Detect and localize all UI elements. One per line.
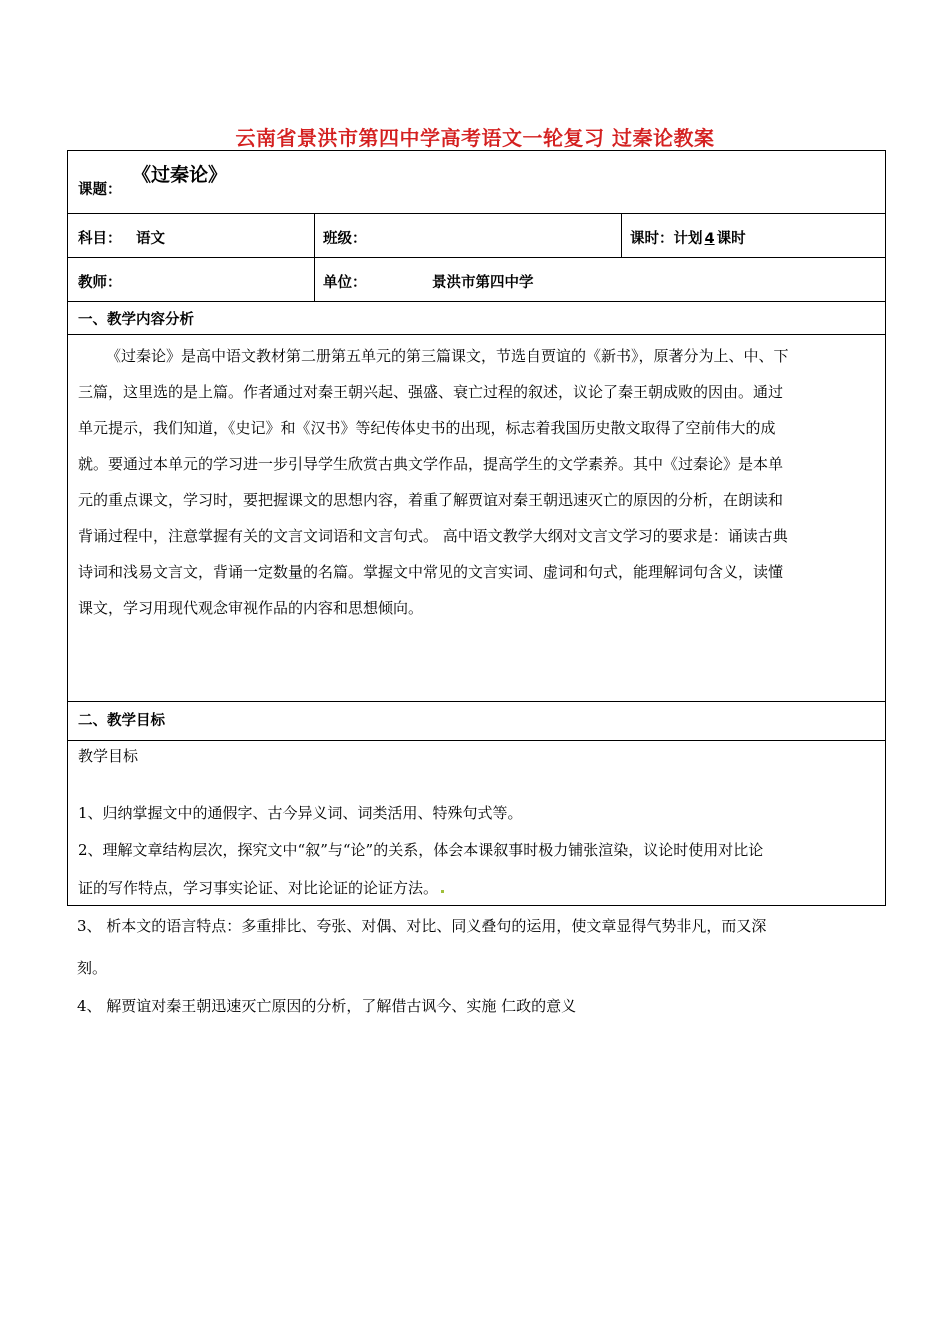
hours-cell (622, 214, 885, 257)
section1-heading-row (68, 302, 885, 335)
info-row-1 (68, 214, 885, 258)
section2-line: 刻。 (77, 959, 108, 977)
hours-prefix: 课时：计划 (630, 231, 703, 247)
document-title: 云南省景洪市第四中学高考语文一轮复习 过秦论教案 (235, 126, 715, 150)
lesson-row (68, 151, 885, 214)
section1-line: 单元提示，我们知道，《史记》和《汉书》等纪传体史书的出现，标志着我国历史散文取得了空前伟大的成 (78, 419, 776, 437)
lesson-value: 《过秦论》 (132, 164, 228, 186)
class-label: 班级： (323, 231, 367, 247)
hours-value: 4 (704, 231, 715, 247)
class-cell (315, 214, 622, 257)
section1-line: 《过秦论》是高中语文教材第二册第五单元的第三篇课文，节选自贾谊的《新书》，原著分为上、中、下 (106, 347, 789, 365)
section2-line: 4、 解贾谊对秦王朝迅速灭亡原因的分析，了解借古讽今、实施 仁政的意义 (77, 997, 577, 1015)
section1-line: 课文，学习用现代观念审视作品的内容和思想倾向。 (78, 599, 424, 617)
section2-line: 3、 析本文的语言特点：多重排比、夸张、对偶、对比、同义叠句的运用，使文章显得气势非凡，而又深 (77, 917, 767, 935)
subject-cell (68, 214, 315, 257)
subject-value: 语文 (136, 231, 165, 247)
lesson-plan-table (67, 150, 886, 906)
info-row-2 (68, 258, 885, 302)
section2-line (78, 877, 444, 898)
section2-content (68, 741, 885, 904)
hours-suffix: 课时 (716, 231, 746, 247)
lesson-label: 课题： (78, 182, 122, 198)
section2-heading: 二、教学目标 (78, 713, 165, 729)
teacher-cell (68, 258, 315, 301)
green-dot (441, 890, 444, 893)
unit-label: 单位： (323, 275, 367, 291)
section2-line: 1、归纳掌握文中的通假字、古今异义词、词类活用、特殊句式等。 (78, 804, 523, 822)
teacher-label: 教师： (78, 275, 122, 291)
unit-cell (315, 258, 885, 301)
section1-line: 就。要通过本单元的学习进一步引导学生欣赏古典文学作品，提高学生的文学素养。其中《过秦论》是本单 (78, 455, 784, 473)
section1-line: 诗词和浅易文言文，背诵一定数量的名篇。掌握文中常见的文言实词、虚词和句式，能理解词句含义，读懂 (78, 563, 784, 581)
section1-line: 三篇，这里选的是上篇。作者通过对秦王朝兴起、强盛、衰亡过程的叙述，议论了秦王朝成败的因由。通过 (78, 383, 784, 401)
section1-content (68, 335, 885, 702)
section1-line: 背诵过程中，注意掌握有关的文言文词语和文言句式。 高中语文教学大纲对文言文学习的要求是：诵读古典 (78, 527, 788, 545)
hours-text (630, 227, 746, 248)
section2-subheading: 教学目标 (78, 747, 139, 765)
section2-line: 2、理解文章结构层次，探究文中“叙”与“论”的关系，体会本课叙事时极力铺张渲染，议论时使用对比论 (78, 841, 764, 859)
section1-heading: 一、教学内容分析 (78, 312, 194, 328)
unit-value: 景洪市第四中学 (432, 275, 534, 291)
section1-line: 元的重点课文，学习时，要把握课文的思想内容，着重了解贾谊对秦王朝迅速灭亡的原因的分析，在朗读和 (78, 491, 784, 509)
subject-label: 科目： (78, 231, 122, 247)
section2-line-text: 证的写作特点，学习事实论证、对比论证的论证方法。 (78, 879, 439, 897)
section2-heading-row (68, 702, 885, 741)
